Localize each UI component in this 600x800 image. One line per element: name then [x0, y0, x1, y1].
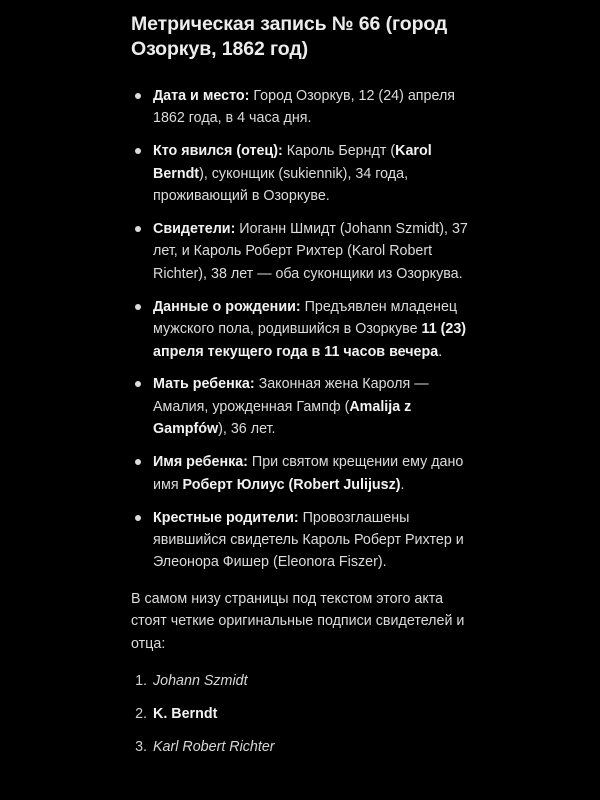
bullet-icon	[135, 93, 141, 99]
list-number: 3.	[135, 739, 147, 756]
list-number: 2.	[135, 706, 147, 723]
record-facts-list	[131, 85, 476, 574]
signature-item	[131, 703, 476, 725]
bullet-icon	[135, 381, 141, 387]
signature-text: Karl Robert Richter	[153, 739, 275, 756]
list-number: 1.	[135, 672, 147, 689]
fact-label: Мать ребенка:	[153, 376, 255, 393]
fact-text: Кароль Берндт (	[282, 143, 396, 160]
fact-label: Крестные родители:	[153, 509, 299, 526]
fact-label: Имя ребенка:	[153, 454, 248, 471]
bullet-icon	[135, 226, 141, 232]
fact-text: Законная жена Кароля — Амалия, урожденная Гампф (	[153, 376, 429, 415]
fact-label: Кто явился (отец):	[153, 143, 283, 160]
fact-bold-text: Amalija z Gampfów	[153, 398, 412, 438]
fact-text: .	[438, 343, 443, 360]
fact-label: Данные о рождении:	[153, 298, 301, 315]
fact-label: Дата и место:	[153, 88, 250, 104]
fact-text: Предъявлен младенец мужского пола, родившийся в Озоркуве	[153, 298, 458, 338]
fact-child-name	[131, 451, 476, 496]
fact-father	[131, 140, 476, 207]
fact-birth	[131, 296, 476, 363]
fact-text: Провозглашены явившийся свидетель Кароль Роберт Рихтер и Элеонора Фишер (Eleonora Fiszer).	[153, 509, 464, 571]
signatures-list	[131, 670, 476, 759]
bullet-icon	[135, 304, 141, 310]
bullet-icon	[135, 148, 141, 154]
fact-bold-text: Karol Berndt	[153, 143, 432, 182]
response-content	[131, 12, 476, 770]
signature-text: K. Berndt	[153, 706, 218, 723]
fact-date-place	[131, 85, 476, 130]
fact-witnesses	[131, 218, 476, 285]
signature-item	[131, 670, 476, 692]
fact-text: Город Озоркув, 12 (24) апреля 1862 года, в 4 часа дня.	[153, 88, 456, 127]
fact-text: Иоганн Шмидт (Johann Szmidt), 37 лет, и Кароль Роберт Рихтер (Karol Robert Richter), 38 лет — оба суконщики из Озоркува.	[153, 221, 468, 282]
fact-text: .	[400, 476, 405, 493]
fact-text: При святом крещении ему дано имя	[153, 454, 464, 493]
bullet-icon	[135, 515, 141, 521]
signature-text: Johann Szmidt	[153, 672, 248, 689]
signature-item	[131, 736, 476, 758]
fact-bold-text: 11 (23) апреля текущего года в 11 часов вечера	[153, 321, 467, 360]
fact-text: ), 36 лет.	[218, 421, 276, 438]
fact-mother	[131, 373, 476, 440]
signatures-intro: В самом низу страницы под текстом этого акта стоят четкие оригинальные подписи свидетелей и отца:	[131, 590, 465, 652]
fact-text: ), суконщик (sukiennik), 34 года, проживающий в Озоркуве.	[153, 165, 409, 205]
fact-godparents	[131, 507, 476, 574]
bullet-icon	[135, 459, 141, 465]
record-title: Метрическая запись № 66 (город Озоркув, 1862 год)	[131, 13, 448, 60]
fact-bold-text: Роберт Юлиус (Robert Julijusz)	[182, 476, 401, 493]
fact-label: Свидетели:	[153, 221, 236, 238]
